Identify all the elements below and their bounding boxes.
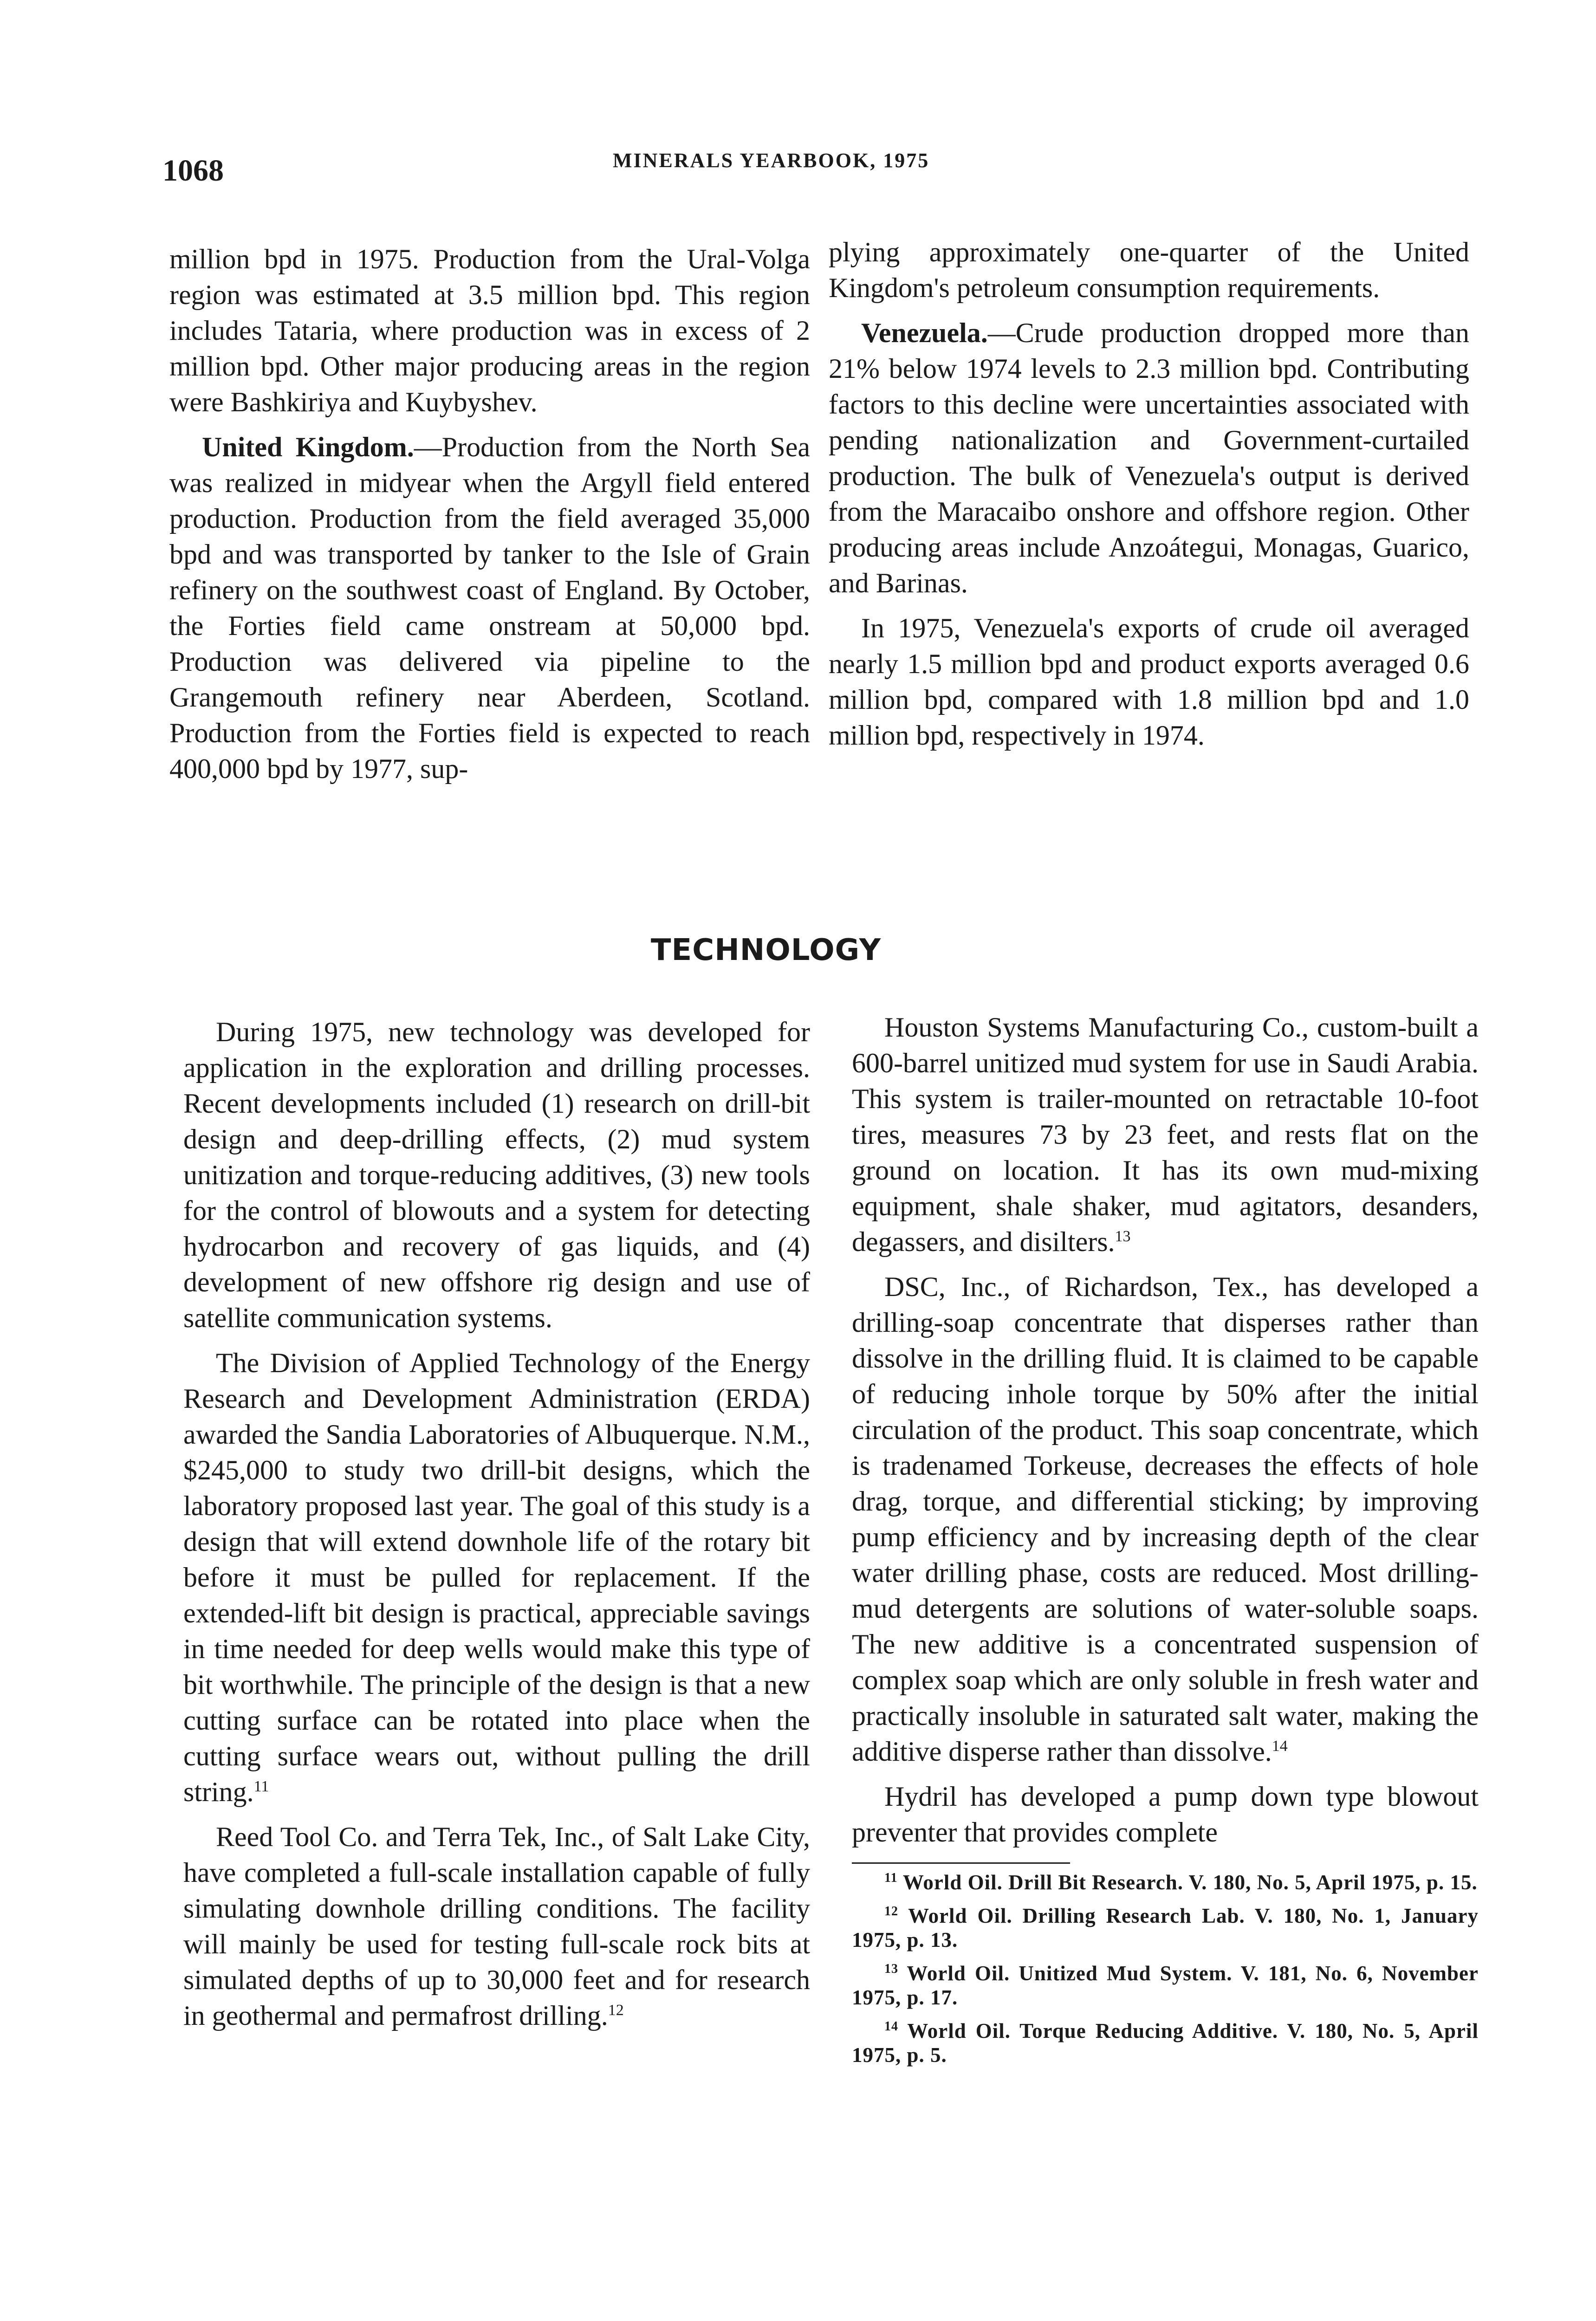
reed-tool-text: Reed Tool Co. and Terra Tek, Inc., of Salt Lake City, have completed a full-scale installation capable of fully simulating downhole drilling conditions. The facility will mainly be used for testing full-scale rock bits at simulated depths of up to 30,000 feet and for research in geothermal and permafrost drilling.: [183, 1822, 810, 2031]
footnote-text: World Oil. Drilling Research Lab. V. 180, No. 1, January 1975, p. 13.: [852, 1904, 1479, 1951]
paragraph-reed-tool: [183, 1819, 810, 2034]
footnote-14: [852, 2019, 1479, 2067]
footnote-ref-14: 14: [1272, 1738, 1288, 1755]
footnote-divider: [852, 1862, 1070, 1864]
technology-left-column: [183, 1014, 810, 2043]
erda-sandia-text: The Division of Applied Technology of the Energy Research and Development Administration (ERDA) awarded the Sandia Laboratories of Albuquerque. N.M., $245,000 to study two drill-bit designs, which the laboratory proposed last year. The goal of this study is a design that will extend downhole life of the rotary bit before it must be pulled for replacement. If the extended-lift bit design is practical, appreciable savings in time needed for deep wells would make this type of bit worthwhile. The principle of the design is that a new cutting surface can be rotated into place when the cutting surface wears out, without pulling the drill string.: [183, 1348, 810, 1807]
footnotes: [852, 1870, 1479, 2067]
footnote-number: 12: [884, 1904, 898, 1919]
paragraph-uk-continued: plying approximately one-quarter of the United Kingdom's petroleum consumption requirements.: [829, 237, 1469, 303]
footnote-text: World Oil. Unitized Mud System. V. 181, No. 6, November 1975, p. 17.: [852, 1962, 1479, 2009]
paragraph-hydril: Hydril has developed a pump down type blowout preventer that provides complete: [852, 1781, 1479, 1848]
footnote-ref-11: 11: [253, 1778, 269, 1795]
upper-right-column: [829, 234, 1469, 763]
footnote-12: [852, 1904, 1479, 1952]
paragraph-dsc-inc: [852, 1269, 1479, 1770]
page-number: 1068: [162, 154, 224, 188]
paragraph-united-kingdom: [169, 429, 810, 787]
run-in-heading-united-kingdom: United Kingdom.: [202, 432, 414, 462]
upper-left-column: [169, 241, 810, 796]
houston-systems-text: Houston Systems Manufacturing Co., custom-built a 600-barrel unitized mud system for use in Saudi Arabia. This system is trailer-mounted on retractable 10-foot tires, measures 73 by 23 feet, and rests flat on the ground on location. It has its own mud-mixing equipment, shale shaker, mud agitators, desanders, degassers, and disilters.: [852, 1012, 1479, 1257]
paragraph-venezuela-exports: In 1975, Venezuela's exports of crude oil averaged nearly 1.5 million bpd and product exports averaged 0.6 million bpd, compared with 1.8 million bpd and 1.0 million bpd, respectively in 1974.: [829, 613, 1469, 751]
paragraph-venezuela: [829, 315, 1469, 601]
footnote-text: World Oil. Torque Reducing Additive. V. 180, No. 5, April 1975, p. 5.: [852, 2019, 1479, 2067]
footnote-number: 11: [884, 1871, 898, 1885]
footnote-number: 14: [884, 2019, 898, 2034]
paragraph-houston-systems: [852, 1010, 1479, 1260]
run-in-heading-venezuela: Venezuela.: [861, 318, 988, 348]
paragraph-erda-sandia: [183, 1345, 810, 1810]
footnote-ref-12: 12: [608, 2002, 624, 2019]
section-heading-technology: TECHNOLOGY: [650, 933, 882, 967]
paragraph-tech-overview: During 1975, new technology was developed for application in the exploration and drilling processes. Recent developments included (1) research on drill-bit design and deep-drilling effects, (2) mud system unitization and torque-reducing additives, (3) new tools for the control of blowouts and a system for detecting hydrocarbon and recovery of gas liquids, and (4) development of new offshore rig design and use of satellite communication systems.: [183, 1017, 810, 1333]
venezuela-text: —Crude production dropped more than 21% below 1974 levels to 2.3 million bpd. Contributing factors to this decline were uncertainties associated with pending nationalization and Government-curtailed production. The bulk of Venezuela's output is derived from the Maracaibo onshore and offshore region. Other producing areas include Anzoátegui, Monagas, Guarico, and Barinas.: [829, 318, 1469, 598]
technology-right-column: [852, 1010, 1479, 2076]
paragraph-ural-volga: million bpd in 1975. Production from the Ural-Volga region was estimated at 3.5 million bpd. This region includes Tataria, where production was in excess of 2 million bpd. Other major producing areas in the region were Bashkiriya and Kuybyshev.: [169, 244, 810, 417]
footnote-number: 13: [884, 1962, 898, 1976]
footnote-text: World Oil. Drill Bit Research. V. 180, No. 5, April 1975, p. 15.: [902, 1871, 1478, 1894]
footnote-ref-13: 13: [1115, 1228, 1131, 1245]
footnote-11: [852, 1870, 1479, 1894]
dsc-inc-text: DSC, Inc., of Richardson, Tex., has developed a drilling-soap concentrate that disperses rather than dissolve in the drilling fluid. It is claimed to be capable of reducing inhole torque by 50% after the initial circulation of the product. This soap concentrate, which is tradenamed Torkeuse, decreases the effects of hole drag, torque, and differential sticking; by improving pump efficiency and by increasing depth of the clear water drilling phase, costs are reduced. Most drilling-mud detergents are solutions of water-soluble soaps. The new additive is a concentrated suspension of complex soap which are only soluble in fresh water and practically insoluble in saturated salt water, making the additive disperse rather than dissolve.: [852, 1271, 1479, 1767]
running-title: MINERALS YEARBOOK, 1975: [613, 149, 930, 172]
footnote-13: [852, 1961, 1479, 2010]
united-kingdom-text: —Production from the North Sea was realized in midyear when the Argyll field entered production. Production from the field averaged 35,000 bpd and was transported by tanker to the Isle of Grain refinery on the southwest coast of England. By October, the Forties field came onstream at 50,000 bpd. Production was delivered via pipeline to the Grangemouth refinery near Aberdeen, Scotland. Production from the Forties field is expected to reach 400,000 bpd by 1977, sup-: [169, 432, 810, 784]
